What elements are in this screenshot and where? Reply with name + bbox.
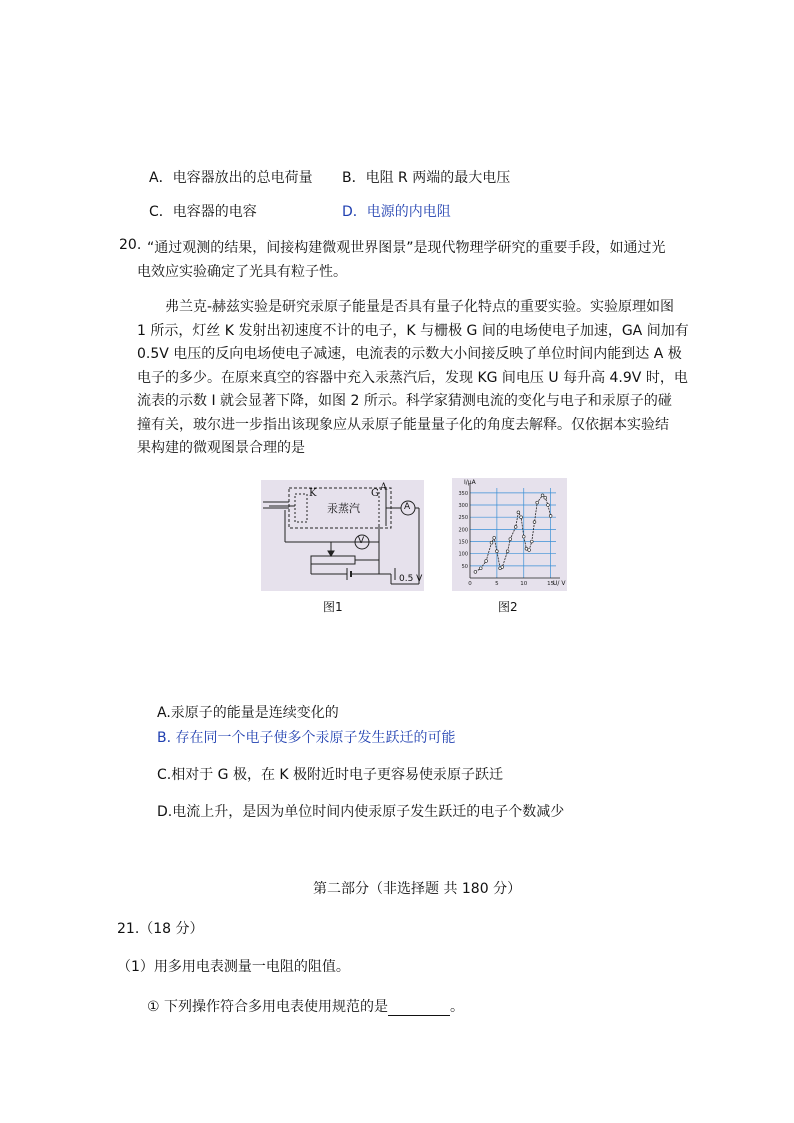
data-point <box>474 571 477 574</box>
current-voltage-chart <box>452 478 567 591</box>
q20-para-line: 电子的多少。在原来真空的容器中充入汞蒸汽后，发现 KG 间电压 U 每升高 4.9V 时，电 <box>137 369 688 386</box>
data-point <box>533 521 536 524</box>
q20-para-line: 0.5V 电压的反向电场使电子减速，电流表的示数大小间接反映了单位时间内能到达 A 极 <box>137 346 682 362</box>
q20-option-d: D.电流上升，是因为单位时间内使汞原子发生跃迁的电子个数减少 <box>157 804 565 820</box>
q19-option-a: A．电容器放出的总电荷量 <box>149 170 313 186</box>
q20-paragraph <box>137 296 689 461</box>
q20-para-line: 撞有关，玻尔进一步指出该现象应从汞原子能量量子化的角度去解释。仅依据本实验结 <box>137 416 669 433</box>
voltage-label: 0.5 V <box>399 574 423 584</box>
y-tick-label: 250 <box>458 515 468 522</box>
figure-1-caption: 图1 <box>323 600 343 614</box>
y-tick-label: 150 <box>458 539 468 546</box>
q21-sub1: （1）用多用电表测量一电阻的阻值。 <box>117 959 350 975</box>
q19-option-c: C．电容器的电容 <box>149 204 257 220</box>
x-tick-label: 0 <box>468 581 472 587</box>
data-point <box>509 538 512 541</box>
mercury-vapor-label: 汞蒸汽 <box>327 502 360 515</box>
label-k: K <box>309 488 317 499</box>
data-point <box>530 540 533 543</box>
q19-option-d: D．电源的内电阻 <box>342 204 451 220</box>
data-point <box>479 567 482 570</box>
y-axis-label: I/μA <box>464 479 476 486</box>
data-point <box>490 541 493 544</box>
data-point <box>506 550 509 553</box>
data-point <box>544 496 547 499</box>
data-point <box>493 536 496 539</box>
q20-para-line: 流表的示数 I 就会显著下降，如图 2 所示。科学家猜测电流的变化与电子和汞原子的碰 <box>137 393 672 409</box>
x-tick-label: 10 <box>520 581 528 587</box>
q20-stem-line2: 电效应实验确定了光具有粒子性。 <box>137 264 347 280</box>
q20-para-line: 果构建的微观图景合理的是 <box>137 440 305 456</box>
y-tick-label: 100 <box>458 551 468 558</box>
figure-2-caption: 图2 <box>498 600 518 614</box>
q20-number: 20. <box>119 237 142 253</box>
data-point <box>549 515 552 518</box>
answer-blank[interactable] <box>388 1001 450 1016</box>
data-point <box>536 501 539 504</box>
label-a: A <box>380 482 388 493</box>
x-axis-label: U/ V <box>553 580 566 587</box>
data-point <box>525 547 528 550</box>
q20-para-line: 弗兰克-赫兹实验是研究汞原子能量是否具有量子化特点的重要实验。实验原理如图 <box>165 299 675 315</box>
q21-item1 <box>147 996 464 1016</box>
q20-option-b: B. 存在同一个电子使多个汞原子发生跃迁的可能 <box>157 730 456 746</box>
q20-stem-line1: “通过观测的结果，间接构建微观世界图景”是现代物理学研究的重要手段，如通过光 <box>147 240 666 256</box>
data-point <box>541 494 544 497</box>
q21-number: 21.（18 分） <box>117 921 204 937</box>
y-tick-label: 300 <box>458 503 468 510</box>
data-point <box>514 526 517 529</box>
y-tick-label: 200 <box>458 527 468 534</box>
part-2-title: 第二部分（非选择题 共 180 分） <box>313 881 522 897</box>
x-tick-label: 15 <box>547 581 555 587</box>
data-point <box>547 504 550 507</box>
q19-option-b: B．电阻 R 两端的最大电压 <box>342 170 511 186</box>
data-point <box>517 511 520 514</box>
data-point <box>485 560 488 563</box>
data-point <box>495 550 498 553</box>
data-point <box>501 566 504 569</box>
figure-1-circuit <box>261 480 424 591</box>
label-g: G <box>371 488 379 499</box>
data-point <box>522 535 525 538</box>
y-tick-label: 50 <box>461 563 468 570</box>
q20-para-line: 1 所示，灯丝 K 发射出初速度不计的电子，K 与栅极 G 间的电场使电子加速，GA 间加有 <box>137 322 689 339</box>
q21-item1-end: 。 <box>450 999 464 1015</box>
x-tick-label: 5 <box>495 581 499 587</box>
figure-2-chart <box>452 478 567 591</box>
q20-option-a: A.汞原子的能量是连续变化的 <box>157 705 339 721</box>
data-point <box>528 549 531 552</box>
q21-item1-text: ① 下列操作符合多用电表使用规范的是 <box>147 999 388 1015</box>
y-tick-label: 350 <box>458 490 468 497</box>
q20-option-c: C.相对于 G 极，在 K 极附近时电子更容易使汞原子跃迁 <box>157 767 504 783</box>
data-point <box>520 516 523 519</box>
voltmeter-label: V <box>358 536 365 546</box>
ammeter-label: A <box>404 502 411 512</box>
